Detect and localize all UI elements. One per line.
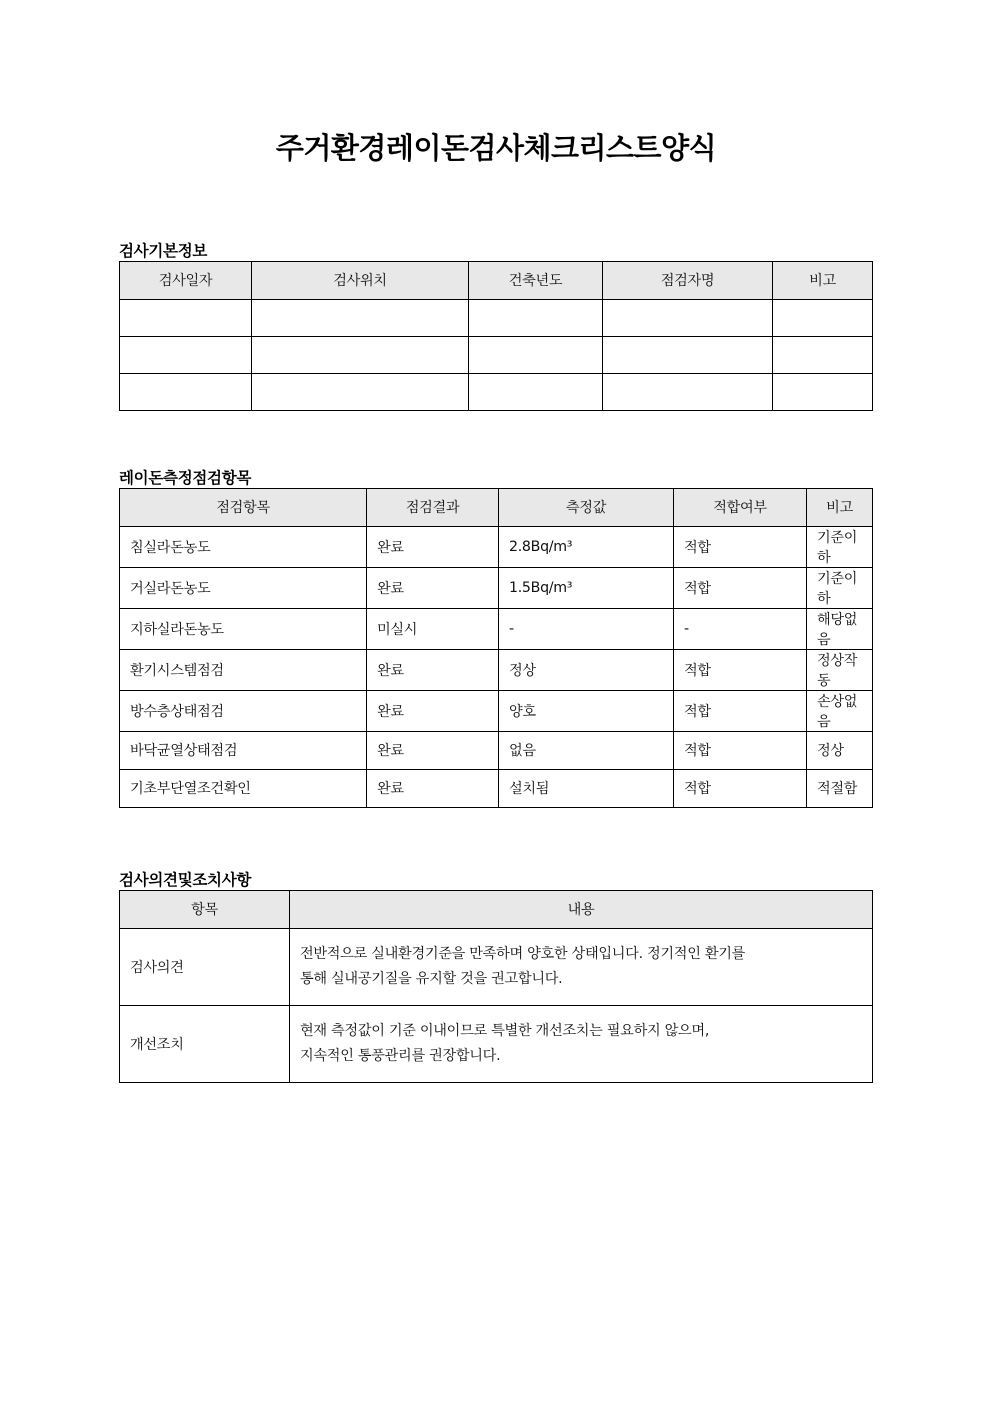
- column-header-remarks: 비고: [773, 261, 873, 299]
- cell-measured-value: 설치됨: [499, 769, 674, 807]
- column-header-inspection-date: 검사일자: [120, 261, 252, 299]
- cell-remarks: 정상작동: [807, 649, 873, 690]
- cell-remarks: 기준이하: [807, 526, 873, 567]
- table-row: [120, 769, 873, 807]
- cell-check-result: 완료: [367, 526, 499, 567]
- table-row: [120, 567, 873, 608]
- column-header-inspection-location: 검사위치: [252, 261, 469, 299]
- cell-check-result: 완료: [367, 649, 499, 690]
- column-header-inspector-name: 점검자명: [603, 261, 773, 299]
- cell-remarks: 손상없음: [807, 690, 873, 731]
- cell-inspection-date[interactable]: [120, 299, 252, 336]
- page-title: 주거환경레이돈검사체크리스트양식: [275, 131, 717, 165]
- section-heading-basic-info: 검사기본정보: [119, 241, 208, 260]
- cell-conformity: -: [674, 608, 807, 649]
- cell-inspection-location[interactable]: [252, 336, 469, 373]
- column-header-check-item: 점검항목: [120, 488, 367, 526]
- cell-inspection-date[interactable]: [120, 336, 252, 373]
- cell-remarks: 기준이하: [807, 567, 873, 608]
- table-row: [120, 608, 873, 649]
- cell-check-item: 지하실라돈농도: [120, 608, 367, 649]
- cell-check-item: 침실라돈농도: [120, 526, 367, 567]
- cell-measured-value: 정상: [499, 649, 674, 690]
- opinion-content-line: 통해 실내공기질을 유지할 것을 권고합니다.: [300, 970, 563, 987]
- cell-opinion-label: 검사의견: [120, 928, 290, 1005]
- table-row: [120, 526, 873, 567]
- section-heading-opinion: 검사의견및조치사항: [119, 870, 252, 889]
- column-header-remarks: 비고: [807, 488, 873, 526]
- table-row: [120, 373, 873, 410]
- cell-remarks[interactable]: [773, 373, 873, 410]
- cell-remarks: 적절함: [807, 769, 873, 807]
- cell-check-item: 바닥균열상태점검: [120, 731, 367, 769]
- cell-remarks[interactable]: [773, 336, 873, 373]
- cell-inspection-location[interactable]: [252, 373, 469, 410]
- cell-check-item: 방수층상태점검: [120, 690, 367, 731]
- action-content-line: 현재 측정값이 기준 이내이므로 특별한 개선조치는 필요하지 않으며,: [300, 1022, 710, 1039]
- cell-check-result: 완료: [367, 690, 499, 731]
- cell-conformity: 적합: [674, 769, 807, 807]
- cell-remarks: 정상: [807, 731, 873, 769]
- cell-check-result: 완료: [367, 731, 499, 769]
- cell-conformity: 적합: [674, 690, 807, 731]
- cell-action-content: [290, 1005, 873, 1082]
- table-row: [120, 649, 873, 690]
- section-heading-radon-items: 레이돈측정점검항목: [119, 468, 252, 487]
- table-header-row: [120, 261, 873, 299]
- cell-measured-value: 없음: [499, 731, 674, 769]
- column-header-measured-value: 측정값: [499, 488, 674, 526]
- cell-measured-value: 2.8Bq/m³: [499, 526, 674, 567]
- cell-conformity: 적합: [674, 567, 807, 608]
- opinion-content-line: 전반적으로 실내환경기준을 만족하며 양호한 상태입니다. 정기적인 환기를: [300, 945, 746, 962]
- table-row: [120, 690, 873, 731]
- cell-inspector-name[interactable]: [603, 336, 773, 373]
- action-content-line: 지속적인 통풍관리를 권장합니다.: [300, 1047, 501, 1064]
- cell-check-item: 거실라돈농도: [120, 567, 367, 608]
- cell-remarks[interactable]: [773, 299, 873, 336]
- cell-check-result: 완료: [367, 769, 499, 807]
- table-row: [120, 731, 873, 769]
- cell-build-year[interactable]: [469, 373, 603, 410]
- cell-check-result: 완료: [367, 567, 499, 608]
- table-header-row: [120, 890, 873, 928]
- column-header-conformity: 적합여부: [674, 488, 807, 526]
- cell-check-result: 미실시: [367, 608, 499, 649]
- table-row: [120, 336, 873, 373]
- cell-opinion-content: [290, 928, 873, 1005]
- cell-inspection-location[interactable]: [252, 299, 469, 336]
- radon-items-table: [119, 488, 873, 808]
- cell-conformity: 적합: [674, 731, 807, 769]
- column-header-item: 항목: [120, 890, 290, 928]
- column-header-build-year: 건축년도: [469, 261, 603, 299]
- column-header-check-result: 점검결과: [367, 488, 499, 526]
- opinion-table: [119, 890, 873, 1083]
- cell-inspector-name[interactable]: [603, 299, 773, 336]
- cell-measured-value: -: [499, 608, 674, 649]
- table-row: [120, 1005, 873, 1082]
- cell-check-item: 환기시스템점검: [120, 649, 367, 690]
- cell-remarks: 해당없음: [807, 608, 873, 649]
- cell-action-label: 개선조치: [120, 1005, 290, 1082]
- cell-inspection-date[interactable]: [120, 373, 252, 410]
- cell-build-year[interactable]: [469, 299, 603, 336]
- cell-inspector-name[interactable]: [603, 373, 773, 410]
- table-header-row: [120, 488, 873, 526]
- basic-info-table: [119, 261, 873, 411]
- cell-build-year[interactable]: [469, 336, 603, 373]
- column-header-content: 내용: [290, 890, 873, 928]
- table-row: [120, 928, 873, 1005]
- cell-conformity: 적합: [674, 526, 807, 567]
- cell-measured-value: 양호: [499, 690, 674, 731]
- cell-measured-value: 1.5Bq/m³: [499, 567, 674, 608]
- cell-conformity: 적합: [674, 649, 807, 690]
- table-row: [120, 299, 873, 336]
- cell-check-item: 기초부단열조건확인: [120, 769, 367, 807]
